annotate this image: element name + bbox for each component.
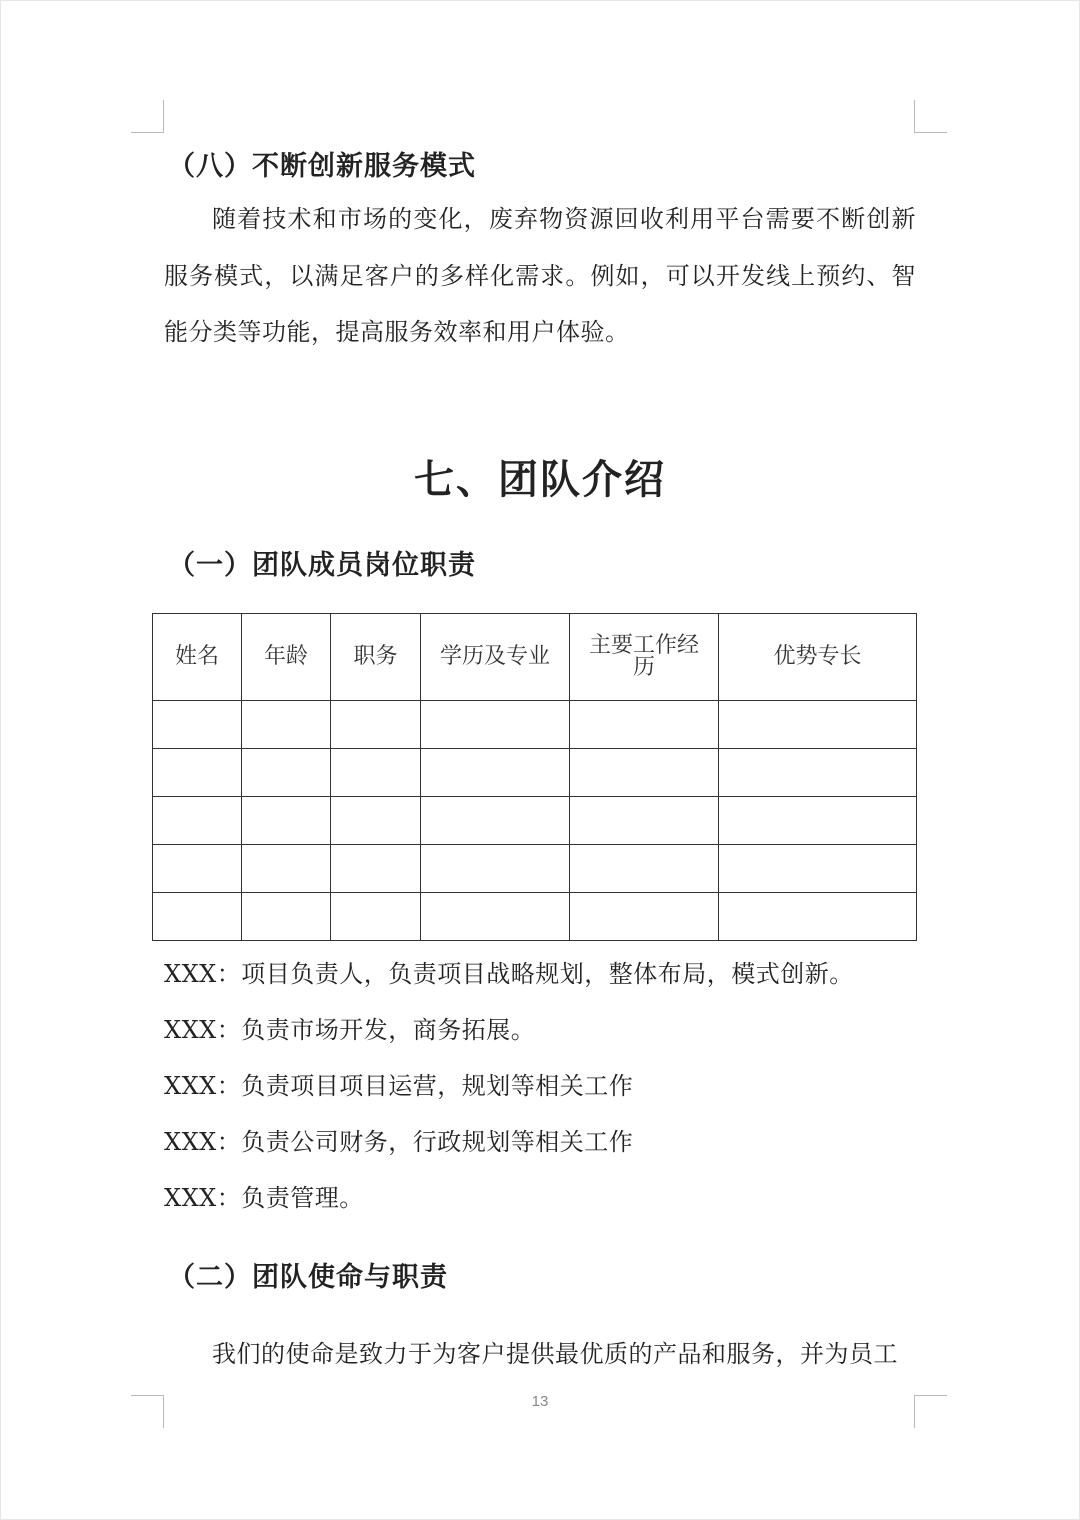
- table-cell: [242, 893, 331, 941]
- table-cell: [242, 797, 331, 845]
- table-cell: [421, 845, 570, 893]
- role-line-finance: XXX：负责公司财务，行政规划等相关工作: [164, 1128, 634, 1156]
- table-cell: [331, 797, 421, 845]
- table-row: [153, 749, 917, 797]
- table-cell: [331, 749, 421, 797]
- chapter-title: 七、团队介绍: [414, 456, 666, 503]
- table-cell: [421, 701, 570, 749]
- header-age: 年龄: [242, 614, 331, 701]
- table-cell: [570, 701, 719, 749]
- table-cell: [331, 893, 421, 941]
- role-line-operations: XXX：负责项目项目运营，规划等相关工作: [164, 1072, 634, 1100]
- team-members-table: [152, 613, 917, 941]
- table-cell: [153, 701, 242, 749]
- section-two-paragraph: 我们的使命是致力于为客户提供最优质的产品和服务，并为员工: [212, 1340, 898, 1368]
- table-cell: [719, 749, 917, 797]
- table-cell: [153, 797, 242, 845]
- role-line-project-lead: XXX：项目负责人，负责项目战略规划，整体布局，模式创新。: [164, 960, 854, 988]
- table-cell: [719, 845, 917, 893]
- table-cell: [242, 749, 331, 797]
- table-cell: [331, 845, 421, 893]
- header-work-experience: 主要工作经历: [570, 614, 719, 701]
- section-one-heading: （一）团队成员岗位职责: [168, 550, 476, 581]
- table-cell: [719, 701, 917, 749]
- table-cell: [153, 845, 242, 893]
- table-row: [153, 797, 917, 845]
- table-cell: [153, 749, 242, 797]
- section-eight-heading: （八）不断创新服务模式: [168, 151, 476, 182]
- table-cell: [570, 797, 719, 845]
- table-cell: [331, 701, 421, 749]
- table-cell: [242, 701, 331, 749]
- table-cell: [719, 797, 917, 845]
- table-cell: [570, 893, 719, 941]
- page-number: 13: [531, 1393, 549, 1410]
- margin-marker-top-left: [131, 100, 164, 133]
- table-header-row: [153, 614, 917, 701]
- table-cell: [421, 797, 570, 845]
- header-name: 姓名: [153, 614, 242, 701]
- table-cell: [719, 893, 917, 941]
- table-cell: [242, 845, 331, 893]
- table-cell: [153, 893, 242, 941]
- margin-marker-top-right: [914, 100, 947, 133]
- section-eight-paragraph: 随着技术和市场的变化，废弃物资源回收利用平台需要不断创新服务模式，以满足客户的多样化需求。例如，可以开发线上预约、智能分类等功能，提高服务效率和用户体验。: [164, 205, 916, 346]
- header-position: 职务: [331, 614, 421, 701]
- role-line-management: XXX：负责管理。: [164, 1184, 364, 1212]
- header-education: 学历及专业: [421, 614, 570, 701]
- table-row: [153, 893, 917, 941]
- table-cell: [421, 749, 570, 797]
- table-row: [153, 845, 917, 893]
- table-cell: [570, 845, 719, 893]
- role-line-marketing: XXX：负责市场开发，商务拓展。: [164, 1016, 536, 1044]
- section-two-heading: （二）团队使命与职责: [168, 1262, 448, 1293]
- table-row: [153, 701, 917, 749]
- header-strengths: 优势专长: [719, 614, 917, 701]
- table-cell: [570, 749, 719, 797]
- table-cell: [421, 893, 570, 941]
